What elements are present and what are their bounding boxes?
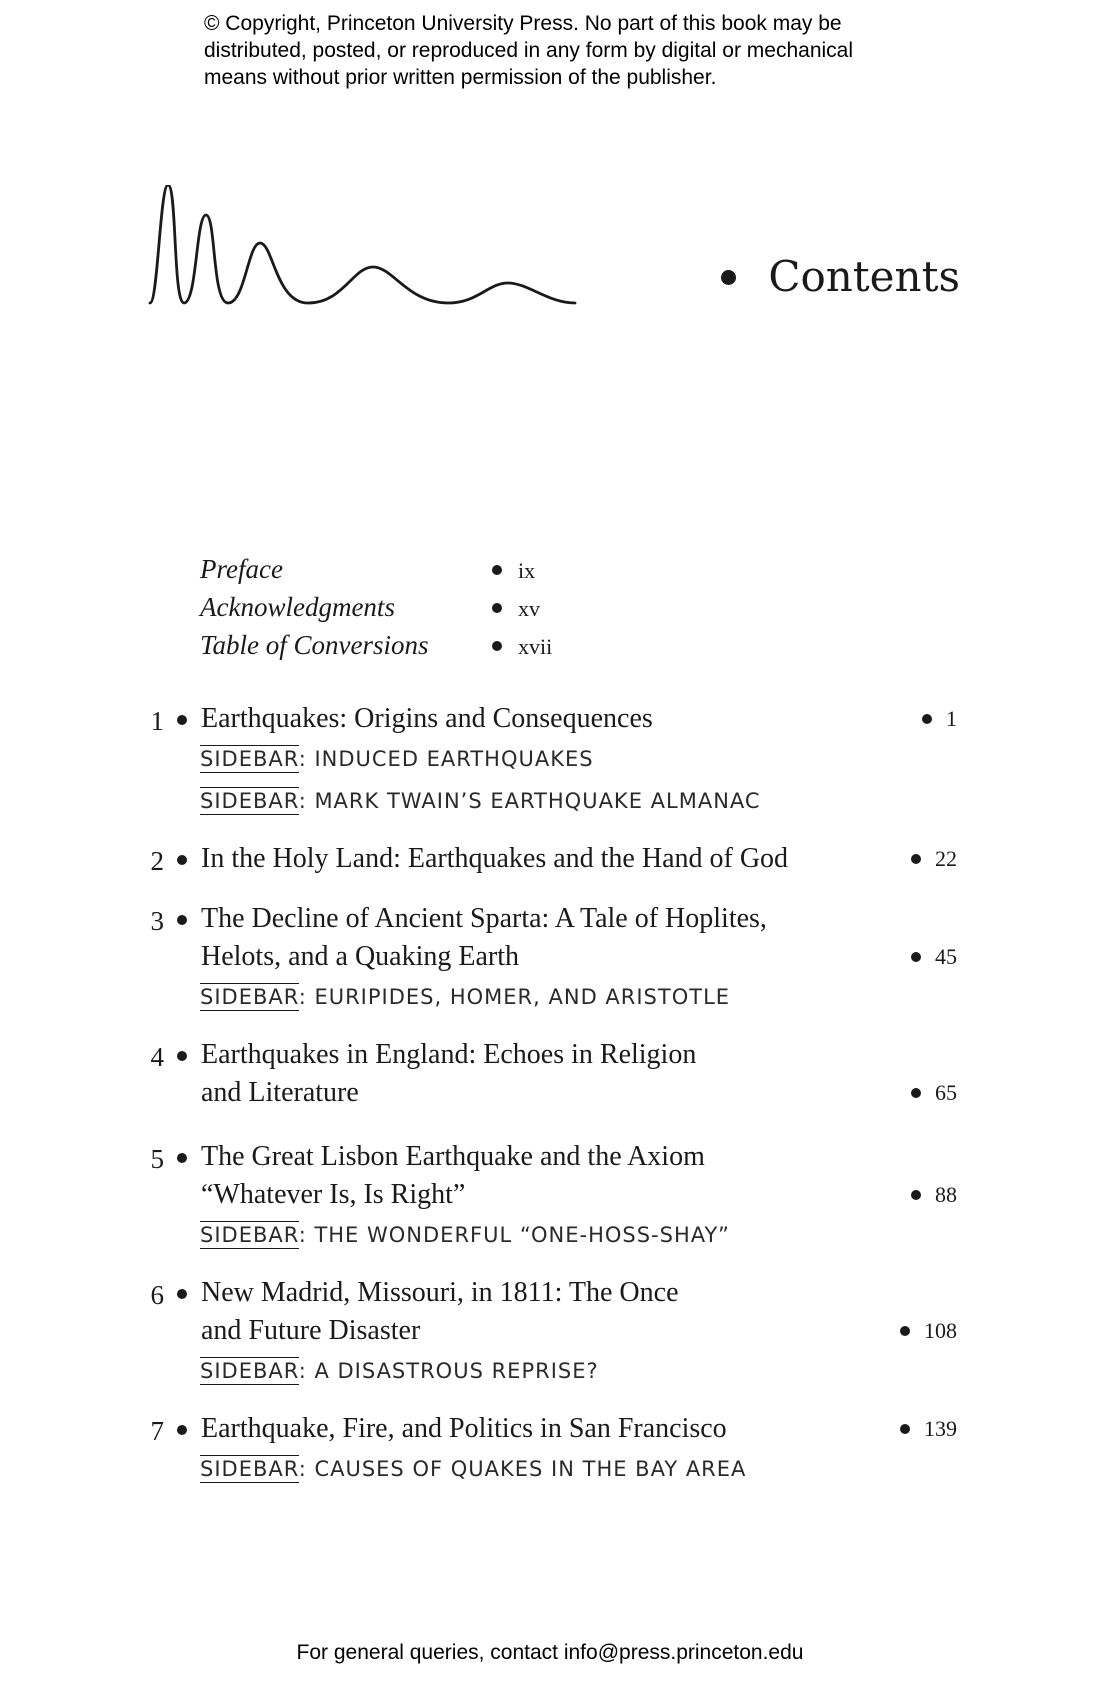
chapter-entry[interactable] <box>0 840 1100 878</box>
front-matter-page: xv <box>518 596 540 621</box>
bullet-icon <box>177 1425 187 1435</box>
chapter-title-line: The Decline of Ancient Sparta: A Tale of Hoplites, <box>201 903 767 934</box>
chapter-page-ref <box>900 1410 957 1448</box>
bullet-icon <box>900 1424 910 1434</box>
bullet-icon <box>911 854 921 864</box>
bullet-icon <box>492 641 502 651</box>
front-matter-title: Acknowledgments <box>200 592 395 622</box>
chapter-number: 4 <box>150 1042 164 1072</box>
front-matter-title: Preface <box>200 554 283 584</box>
chapter-page: 139 <box>924 1416 957 1441</box>
bullet-icon <box>177 1289 187 1299</box>
chapter-entry[interactable] <box>0 1138 1100 1256</box>
front-matter-page: xvii <box>518 634 553 659</box>
chapter-title-line: Earthquakes in England: Echoes in Religion <box>201 1039 697 1070</box>
sidebar-title: : INDUCED EARTHQUAKES <box>298 747 594 771</box>
bullet-icon <box>721 270 736 285</box>
chapter-page: 22 <box>935 846 957 871</box>
chapter-page: 45 <box>935 944 957 969</box>
sidebar-label: SIDEBAR <box>200 789 299 813</box>
sidebar-title: : MARK TWAIN’S EARTHQUAKE ALMANAC <box>298 789 761 813</box>
sidebar-entry[interactable] <box>200 1350 1100 1392</box>
sidebar-entry[interactable] <box>200 1448 1100 1490</box>
bullet-icon <box>492 565 502 575</box>
chapter-title <box>201 1036 841 1112</box>
seismic-wave-icon <box>148 185 578 320</box>
contents-heading <box>721 252 960 302</box>
chapter-page-ref <box>911 840 957 878</box>
sidebar-title: : THE WONDERFUL “ONE-HOSS-SHAY” <box>298 1223 730 1247</box>
front-matter-page: ix <box>518 558 536 583</box>
chapter-title <box>201 1410 841 1448</box>
sidebar-label: SIDEBAR <box>200 1223 299 1247</box>
chapter-title-line: In the Holy Land: Earthquakes and the Hand of God <box>201 843 789 874</box>
chapter-title-line: Earthquakes: Origins and Consequences <box>201 703 653 734</box>
sidebar-label: SIDEBAR <box>200 985 299 1009</box>
bullet-icon <box>911 1088 921 1098</box>
chapter-title-line: “Whatever Is, Is Right” <box>201 1179 466 1210</box>
front-matter-title: Table of Conversions <box>200 630 429 660</box>
sidebar-label: SIDEBAR <box>200 1359 299 1383</box>
chapter-title-line: Earthquake, Fire, and Politics in San Francisco <box>201 1413 727 1444</box>
bullet-icon <box>911 1190 921 1200</box>
chapter-page-ref <box>911 1176 957 1214</box>
bullet-icon <box>177 715 187 725</box>
chapter-title <box>201 900 841 976</box>
chapter-title-line: Helots, and a Quaking Earth <box>201 941 520 972</box>
bullet-icon <box>177 1153 187 1163</box>
copyright-notice <box>204 10 964 91</box>
bullet-icon <box>177 855 187 865</box>
chapter-number: 7 <box>150 1416 164 1446</box>
chapter-page-ref <box>911 1074 957 1112</box>
sidebar-title: : EURIPIDES, HOMER, AND ARISTOTLE <box>298 985 731 1009</box>
chapter-entry[interactable] <box>0 1410 1100 1490</box>
chapter-entry[interactable] <box>0 1036 1100 1112</box>
copyright-line: means without prior written permission of the publisher. <box>204 66 717 89</box>
chapter-title <box>201 1138 841 1214</box>
chapter-page: 1 <box>946 706 957 731</box>
chapter-number: 3 <box>150 906 164 936</box>
chapter-page-ref <box>922 700 957 738</box>
sidebar-entry[interactable] <box>200 976 1100 1018</box>
chapter-title-line: and Future Disaster <box>201 1315 421 1346</box>
chapter-page-ref <box>911 938 957 976</box>
chapter-entry[interactable] <box>0 1274 1100 1392</box>
footer-contact: For general queries, contact info@press.princeton.edu <box>296 1641 804 1664</box>
chapter-entry[interactable] <box>0 700 1100 822</box>
chapter-title-line: New Madrid, Missouri, in 1811: The Once <box>201 1277 679 1308</box>
chapter-title <box>201 700 841 738</box>
bullet-icon <box>177 1051 187 1061</box>
chapter-title <box>201 1274 841 1350</box>
chapter-page: 65 <box>935 1080 957 1105</box>
bullet-icon <box>911 952 921 962</box>
chapter-list <box>0 700 1100 1490</box>
chapter-entry[interactable] <box>0 900 1100 1018</box>
chapter-number: 1 <box>150 706 164 736</box>
sidebar-title: : A DISASTROUS REPRISE? <box>298 1359 599 1383</box>
sidebar-title: : CAUSES OF QUAKES IN THE BAY AREA <box>298 1457 747 1481</box>
sidebar-entry[interactable] <box>200 1214 1100 1256</box>
bullet-icon <box>492 603 502 613</box>
chapter-number: 2 <box>150 846 164 876</box>
page-title: Contents <box>768 252 960 301</box>
sidebar-label: SIDEBAR <box>200 1457 299 1481</box>
copyright-line: © Copyright, Princeton University Press. No part of this book may be <box>204 12 842 35</box>
chapter-number: 6 <box>150 1280 164 1310</box>
sidebar-entry[interactable] <box>200 738 1100 780</box>
sidebar-entry[interactable] <box>200 780 1100 822</box>
copyright-line: distributed, posted, or reproduced in any form by digital or mechanical <box>204 39 854 62</box>
bullet-icon <box>177 915 187 925</box>
chapter-page: 88 <box>935 1182 957 1207</box>
chapter-title <box>201 840 841 878</box>
sidebar-label: SIDEBAR <box>200 747 299 771</box>
chapter-title-line: The Great Lisbon Earthquake and the Axiom <box>201 1141 705 1172</box>
chapter-page: 108 <box>924 1318 957 1343</box>
bullet-icon <box>900 1326 910 1336</box>
chapter-title-line: and Literature <box>201 1077 359 1108</box>
bullet-icon <box>922 714 932 724</box>
chapter-number: 5 <box>150 1144 164 1174</box>
chapter-page-ref <box>900 1312 957 1350</box>
